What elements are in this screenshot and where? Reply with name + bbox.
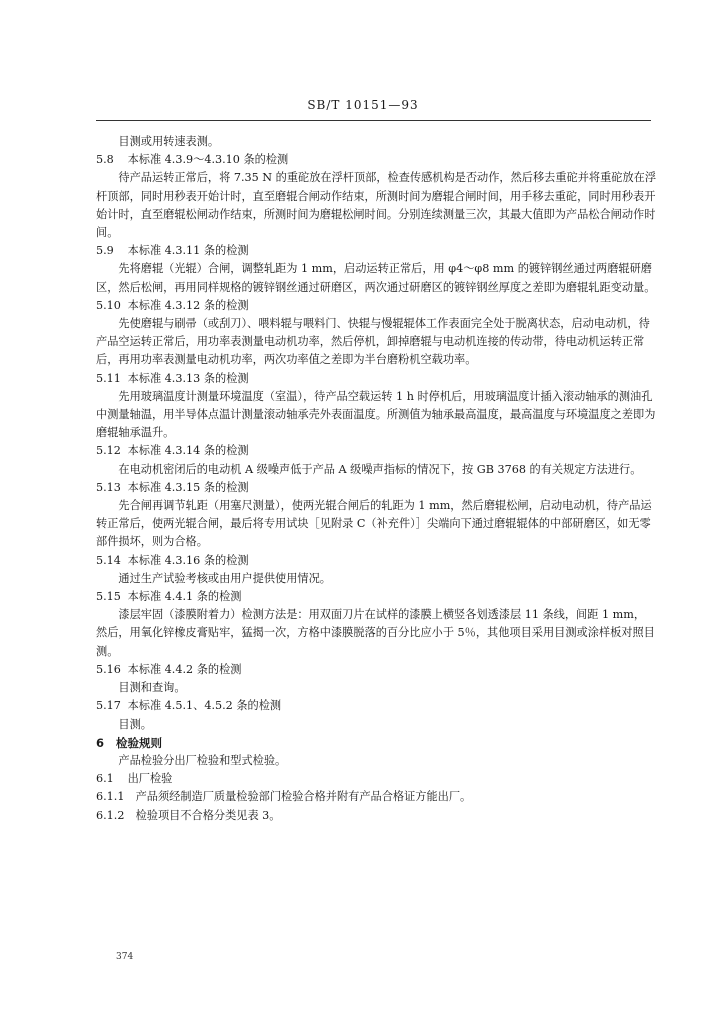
paragraph: 待产品运转正常后，将 7.35 N 的重砣放在浮杆顶部，检查传感机构是否动作，然后移去重砣并将重砣放在浮杆顶部，同时用秒表开始计时，直至磨辊合闸动作结束，所测时间为磨辊合闸时间，用手移去重砣，同时用秒表开始计时，直至磨辊松闸动作结束，所测时间为磨辊松闸时间。分别连续测量三次，其最大值即为产品松合闸动作时间。 bbox=[96, 171, 657, 240]
header-rule bbox=[96, 120, 651, 121]
section-heading-5-13: 5.13 本标准 4.3.15 条的检测 bbox=[96, 480, 249, 494]
section-heading-5-16: 5.16 本标准 4.4.2 条的检测 bbox=[96, 662, 242, 676]
section-heading-5-9: 5.9 本标准 4.3.11 条的检测 bbox=[96, 244, 249, 258]
paragraph: 在电动机密闭后的电动机 A 级噪声低于产品 A 级噪声指标的情况下，按 GB 3768 的有关规定方法进行。 bbox=[118, 462, 642, 476]
paragraph: 先将磨辊（光辊）合闸，调整轧距为 1 mm，启动运转正常后，用 φ4～φ8 mm 的镀锌钢丝通过两磨辊研磨区，然后松闸，再用同样规格的镀锌钢丝通过研磨区，两次通过研磨区的镀锌钢丝厚度之差即为磨辊轧距变动量。 bbox=[96, 262, 656, 294]
section-heading-5-17: 5.17 本标准 4.5.1、4.5.2 条的检测 bbox=[96, 699, 282, 713]
section-heading-6-1: 6.1 出厂检验 bbox=[96, 772, 173, 786]
section-heading-5-14: 5.14 本标准 4.3.16 条的检测 bbox=[96, 553, 249, 567]
section-heading-5-11: 5.11 本标准 4.3.13 条的检测 bbox=[96, 371, 249, 385]
paragraph: 通过生产试验考核或由用户提供使用情况。 bbox=[118, 571, 331, 585]
paragraph: 目测或用转速表测。 bbox=[118, 135, 220, 148]
paragraph: 先用玻璃温度计测量环境温度（室温），待产品空载运转 1 h 时停机后，用玻璃温度计插入滚动轴承的测油孔中测量轴温，用半导体点温计测量滚动轴承壳外表面温度。所测值为轴承最高温度，最高温度与环境温度之差即为磨辊轴承温升。 bbox=[96, 389, 656, 440]
section-heading-5-10: 5.10 本标准 4.3.12 条的检测 bbox=[96, 298, 249, 312]
clause-6-1-2: 6.1.2 检验项目不合格分类见表 3。 bbox=[96, 808, 281, 822]
section-heading-5-12: 5.12 本标准 4.3.14 条的检测 bbox=[96, 444, 249, 458]
paragraph: 漆层牢固（漆膜附着力）检测方法是：用双面刀片在试样的漆膜上横竖各划透漆层 11 条线，间距 1 mm，然后，用氧化锌橡皮膏贴牢，猛揭一次，方格中漆膜脱落的百分比应小于 5％，其他项目采用目测或涂样板对照目测。 bbox=[96, 608, 655, 658]
section-heading-5-15: 5.15 本标准 4.4.1 条的检测 bbox=[96, 590, 242, 604]
section-heading-5-8: 5.8 本标准 4.3.9～4.3.10 条的检测 bbox=[96, 153, 289, 167]
paragraph: 目测和查询。 bbox=[118, 681, 186, 695]
paragraph: 目测。 bbox=[118, 717, 152, 731]
page-header: SB/T 10151—93 bbox=[307, 98, 419, 112]
document-body bbox=[96, 133, 656, 825]
paragraph: 产品检验分出厂检验和型式检验。 bbox=[118, 753, 287, 767]
clause-6-1-1: 6.1.1 产品须经制造厂质量检验部门检验合格并附有产品合格证方能出厂。 bbox=[96, 790, 472, 804]
paragraph: 先使磨辊与刷帚（或刮刀）、喂料辊与喂料门、快辊与慢辊辊体工作表面完全处于脱离状态，启动电动机，待产品空运转正常后，用功率表测量电动机功率，然后停机，卸掉磨辊与电动机连接的传动带，待电动机运转正常后，再用功率表测量电动机功率，两次功率值之差即为半台磨粉机空载功率。 bbox=[96, 317, 650, 367]
page-number: 374 bbox=[116, 952, 134, 962]
paragraph: 先合闸再调节轧距（用塞尺测量），使两光辊合闸后的轧距为 1 mm，然后磨辊松闸，启动电动机，待产品运转正常后，使两光辊合闸，最后将专用试块［见附录 C（补充件）］尖端向下通过磨辊辊体的中部研磨区，如无零部件损坏，则为合格。 bbox=[96, 499, 652, 549]
chapter-heading-6: 6 检验规则 bbox=[96, 735, 162, 750]
